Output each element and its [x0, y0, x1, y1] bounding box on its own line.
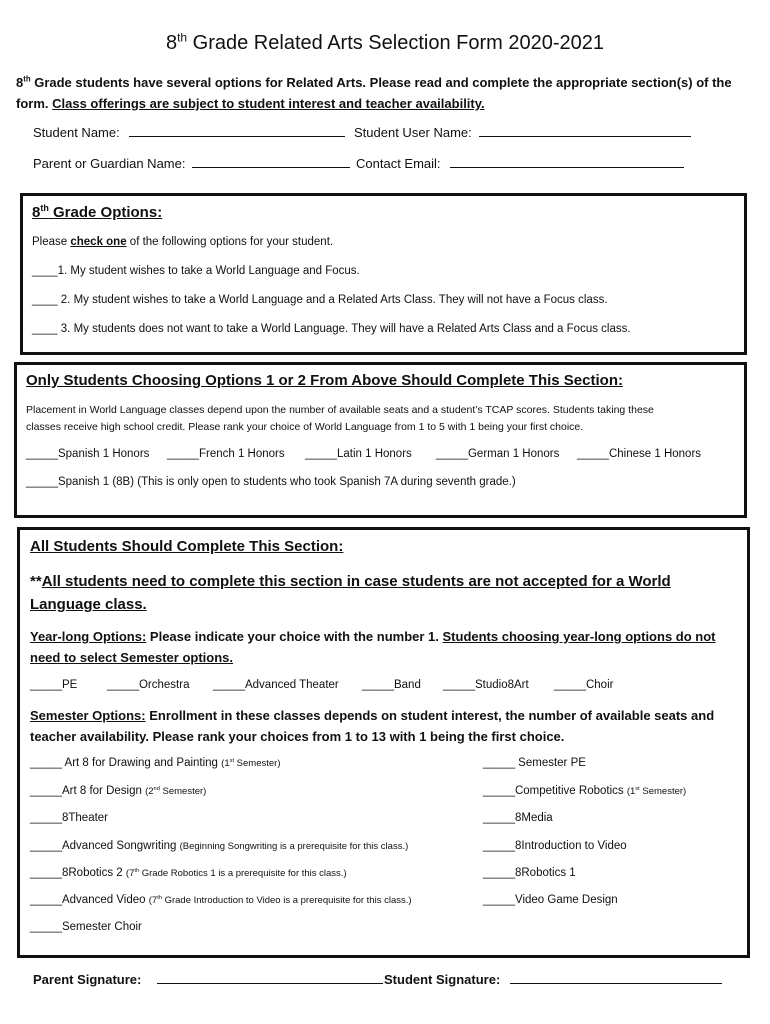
semester-8media-choice[interactable]: _____8Media	[483, 812, 553, 824]
student-user-name-row	[354, 124, 691, 140]
french-1-honors-choice[interactable]: _____French 1 Honors	[167, 448, 285, 460]
semester-choir-choice[interactable]: _____Semester Choir	[30, 921, 142, 933]
semester-advanced-songwriting-choice[interactable]: _____Advanced Songwriting (Beginning Songwriting is a prerequisite for this class.)	[30, 840, 409, 852]
parent-name-field[interactable]	[192, 155, 350, 168]
parent-signature-label: Parent Signature:	[33, 972, 142, 987]
student-user-name-label: Student User Name:	[354, 125, 472, 140]
contact-email-row	[356, 155, 684, 171]
semester-art-design-choice[interactable]: _____Art 8 for Design (2nd Semester)	[30, 785, 207, 797]
parent-name-row	[33, 155, 350, 171]
option-2[interactable]: ____ 2. My student wishes to take a World Language and a Related Arts Class. They will not have a Focus class.	[32, 294, 608, 306]
semester-competitive-robotics-choice[interactable]: _____Competitive Robotics (1st Semester)	[483, 785, 687, 797]
world-language-description-2: classes receive high school credit. Please rank your choice of World Language from 1 to 5 with 1 being your first choice.	[26, 421, 584, 433]
student-signature-field[interactable]	[510, 971, 722, 984]
yearlong-advanced-theater-choice[interactable]: _____Advanced Theater	[213, 679, 339, 691]
options-instruction: Please check one of the following options for your student.	[32, 236, 334, 248]
student-signature-row	[384, 971, 722, 987]
semester-art-drawing-painting-choice[interactable]: _____ Art 8 for Drawing and Painting (1st Semester)	[30, 757, 281, 769]
parent-signature-field[interactable]	[157, 971, 383, 984]
latin-1-honors-choice[interactable]: _____Latin 1 Honors	[305, 448, 412, 460]
yearlong-instructions: Year-long Options: Please indicate your choice with the number 1. Students choosing year-long options do not need to select Semester options.	[30, 629, 716, 665]
german-1-honors-choice[interactable]: _____German 1 Honors	[436, 448, 560, 460]
parent-name-label: Parent or Guardian Name:	[33, 156, 186, 171]
student-signature-label: Student Signature:	[384, 972, 501, 987]
yearlong-band-choice[interactable]: _____Band	[362, 679, 421, 691]
all-students-notice: **All students need to complete this section in case students are not accepted for a World Language class.	[30, 573, 671, 613]
chinese-1-honors-choice[interactable]: _____Chinese 1 Honors	[577, 448, 702, 460]
eighth-grade-options-heading: 8th Grade Options:	[32, 203, 163, 221]
parent-signature-row	[33, 971, 383, 987]
yearlong-choir-choice[interactable]: _____Choir	[554, 679, 614, 691]
world-language-description-1: Placement in World Language classes depend upon the number of available seats and a student’s TCAP scores. Students taking these	[26, 404, 654, 416]
semester-8robotics-2-choice[interactable]: _____8Robotics 2 (7th Grade Robotics 1 is a prerequisite for this class.)	[30, 867, 347, 879]
spanish-8b-choice[interactable]: _____Spanish 1 (8B) (This is only open to students who took Spanish 7A during seventh grade.)	[26, 476, 516, 488]
form-title: 8th Grade Related Arts Selection Form 2020-2021	[165, 30, 605, 54]
student-name-label: Student Name:	[33, 125, 120, 140]
spanish-1-honors-choice[interactable]: _____Spanish 1 Honors	[26, 448, 150, 460]
student-name-field[interactable]	[129, 124, 345, 137]
semester-instructions: Semester Options: Enrollment in these classes depends on student interest, the number of available seats and teacher availability. Please rank your choices from 1 to 13 with 1 being the first choice.	[30, 708, 715, 744]
contact-email-label: Contact Email:	[356, 156, 441, 171]
semester-8intro-video-choice[interactable]: _____8Introduction to Video	[483, 840, 627, 852]
world-language-heading: Only Students Choosing Options 1 or 2 From Above Should Complete This Section:	[26, 372, 623, 389]
contact-email-field[interactable]	[450, 155, 684, 168]
student-user-name-field[interactable]	[479, 124, 691, 137]
option-1[interactable]: ____1. My student wishes to take a World Language and Focus.	[32, 265, 360, 277]
semester-advanced-video-choice[interactable]: _____Advanced Video (7th Grade Introduction to Video is a prerequisite for this class.)	[30, 894, 412, 906]
yearlong-orchestra-choice[interactable]: _____Orchestra	[107, 679, 190, 691]
student-name-row	[33, 124, 345, 140]
option-3[interactable]: ____ 3. My students does not want to take a World Language. They will have a Related Arts Class and a Focus class.	[32, 323, 631, 335]
semester-8theater-choice[interactable]: _____8Theater	[30, 812, 109, 824]
intro-paragraph: 8th Grade students have several options for Related Arts. Please read and complete the appropriate section(s) of the form. Class offerings are subject to student interest and teacher availability.	[16, 74, 732, 111]
semester-pe-choice[interactable]: _____ Semester PE	[483, 757, 586, 769]
semester-video-game-design-choice[interactable]: _____Video Game Design	[483, 894, 618, 906]
all-students-heading: All Students Should Complete This Section:	[30, 538, 344, 555]
yearlong-pe-choice[interactable]: _____PE	[30, 679, 78, 691]
yearlong-studio8art-choice[interactable]: _____Studio8Art	[443, 679, 529, 691]
semester-8robotics-1-choice[interactable]: _____8Robotics 1	[483, 867, 576, 879]
